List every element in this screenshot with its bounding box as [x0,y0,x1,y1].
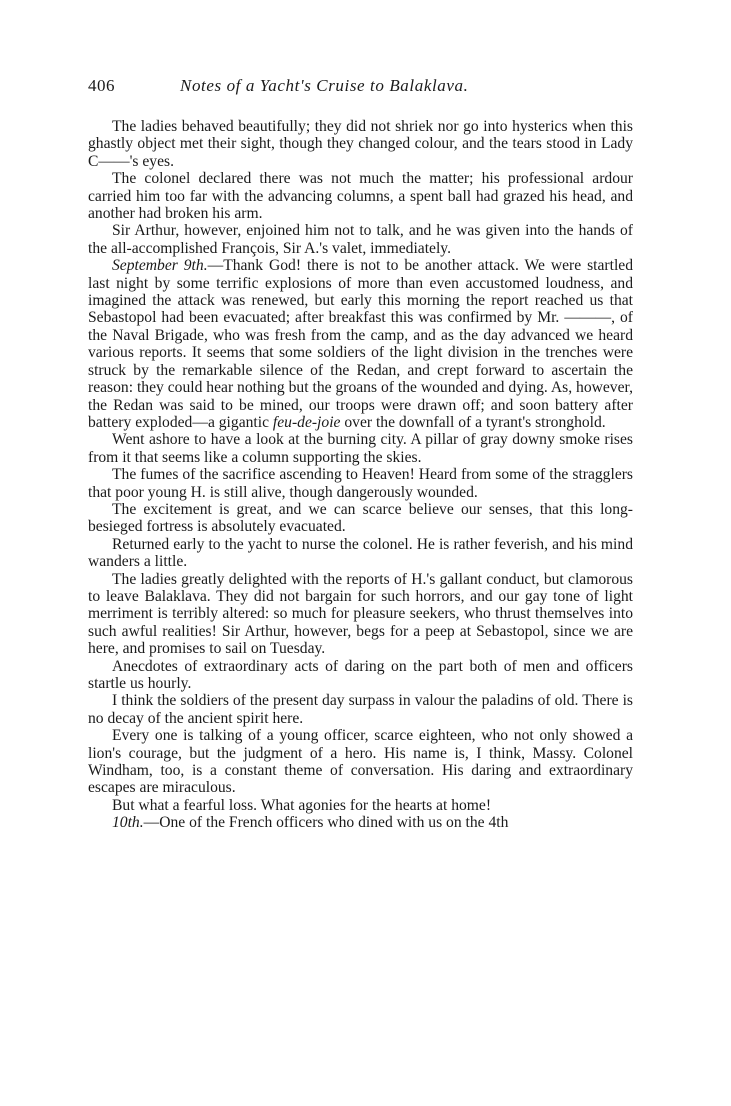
paragraph: The ladies behaved beautifully; they did not shriek nor go into hysterics when this ghastly object met their sight, though they changed colour, and the tears stood in Lady C——'s eyes. [88,118,633,170]
running-title: Notes of a Yacht's Cruise to Balaklava. [180,76,469,95]
page-number: 406 [88,76,115,95]
page-header [88,76,633,96]
paragraph: Went ashore to have a look at the burning city. A pillar of gray downy smoke rises from it that seems like a column supporting the skies. [88,431,633,466]
italic-phrase: feu-de-joie [272,413,341,431]
paragraph: The excitement is great, and we can scarce believe our senses, that this long-besieged fortress is absolutely evacuated. [88,500,633,536]
paragraph: Sir Arthur, however, enjoined him not to talk, and he was given into the hands of the all-accomplished François, Sir A.'s valet, immediately. [88,222,633,257]
paragraph: Anecdotes of extraordinary acts of daring on the part both of men and officers startle us hourly. [88,657,633,692]
date-lead: September 9th. [112,257,208,275]
paragraph: The ladies greatly delighted with the reports of H.'s gallant conduct, but clamorous to leave Balaklava. They did not bargain for such horrors, and our gay tone of light merriment is terribly altered: so much for pleasure seekers, who thrust themselves into such awful realities! Sir Arthur, however, begs for a peep at Sebastopol, since we are here, and promises to sail on Tuesday. [88,570,633,658]
paragraph: The fumes of the sacrifice ascending to Heaven! Heard from some of the stragglers that poor young H. is still alive, though dangerously wounded. [88,466,633,501]
paragraph: Every one is talking of a young officer, scarce eighteen, who not only showed a lion's courage, but the judgment of a hero. His name is, I think, Massy. Colonel Windham, too, is a constant theme of conversation. His daring and extraordinary escapes are miraculous. [88,727,633,797]
paragraph: But what a fearful loss. What agonies for the hearts at home! [112,796,492,814]
body-text [88,118,633,832]
paragraph: The colonel declared there was not much the matter; his professional ardour carried him too far with the advancing columns, a spent ball had grazed his head, and another had broken his arm. [88,170,633,223]
paragraph: I think the soldiers of the present day surpass in valour the paladins of old. There is no decay of the ancient spirit here. [88,692,633,727]
book-page [88,76,633,832]
paragraph: Returned early to the yacht to nurse the colonel. He is rather feverish, and his mind wanders a little. [88,535,633,571]
date-lead: 10th. [112,814,144,832]
paragraph: September 9th.—Thank God! there is not to be another attack. We were startled last night by some terrific explosions of more than even accustomed loudness, and imagined the attack was renewed, but early this morning the report reached us that Sebastopol had been evacuated; after breakfast this was confirmed by Mr. ———, of the Naval Brigade, who was fresh from the camp, and as the day advanced we heard various reports. It seems that some soldiers of the light division in the trenches were struck by the remarkable silence of the Redan, and crept forward to ascertain the reason: they could hear nothing but the groans of the wounded and dying. As, however, the Redan was said to be mined, our troops were drawn off; and soon battery after battery exploded—a gigantic feu-de-joie over the downfall of a tyrant's stronghold. [88,257,633,431]
paragraph: 10th.—One of the French officers who dined with us on the 4th [112,814,509,832]
